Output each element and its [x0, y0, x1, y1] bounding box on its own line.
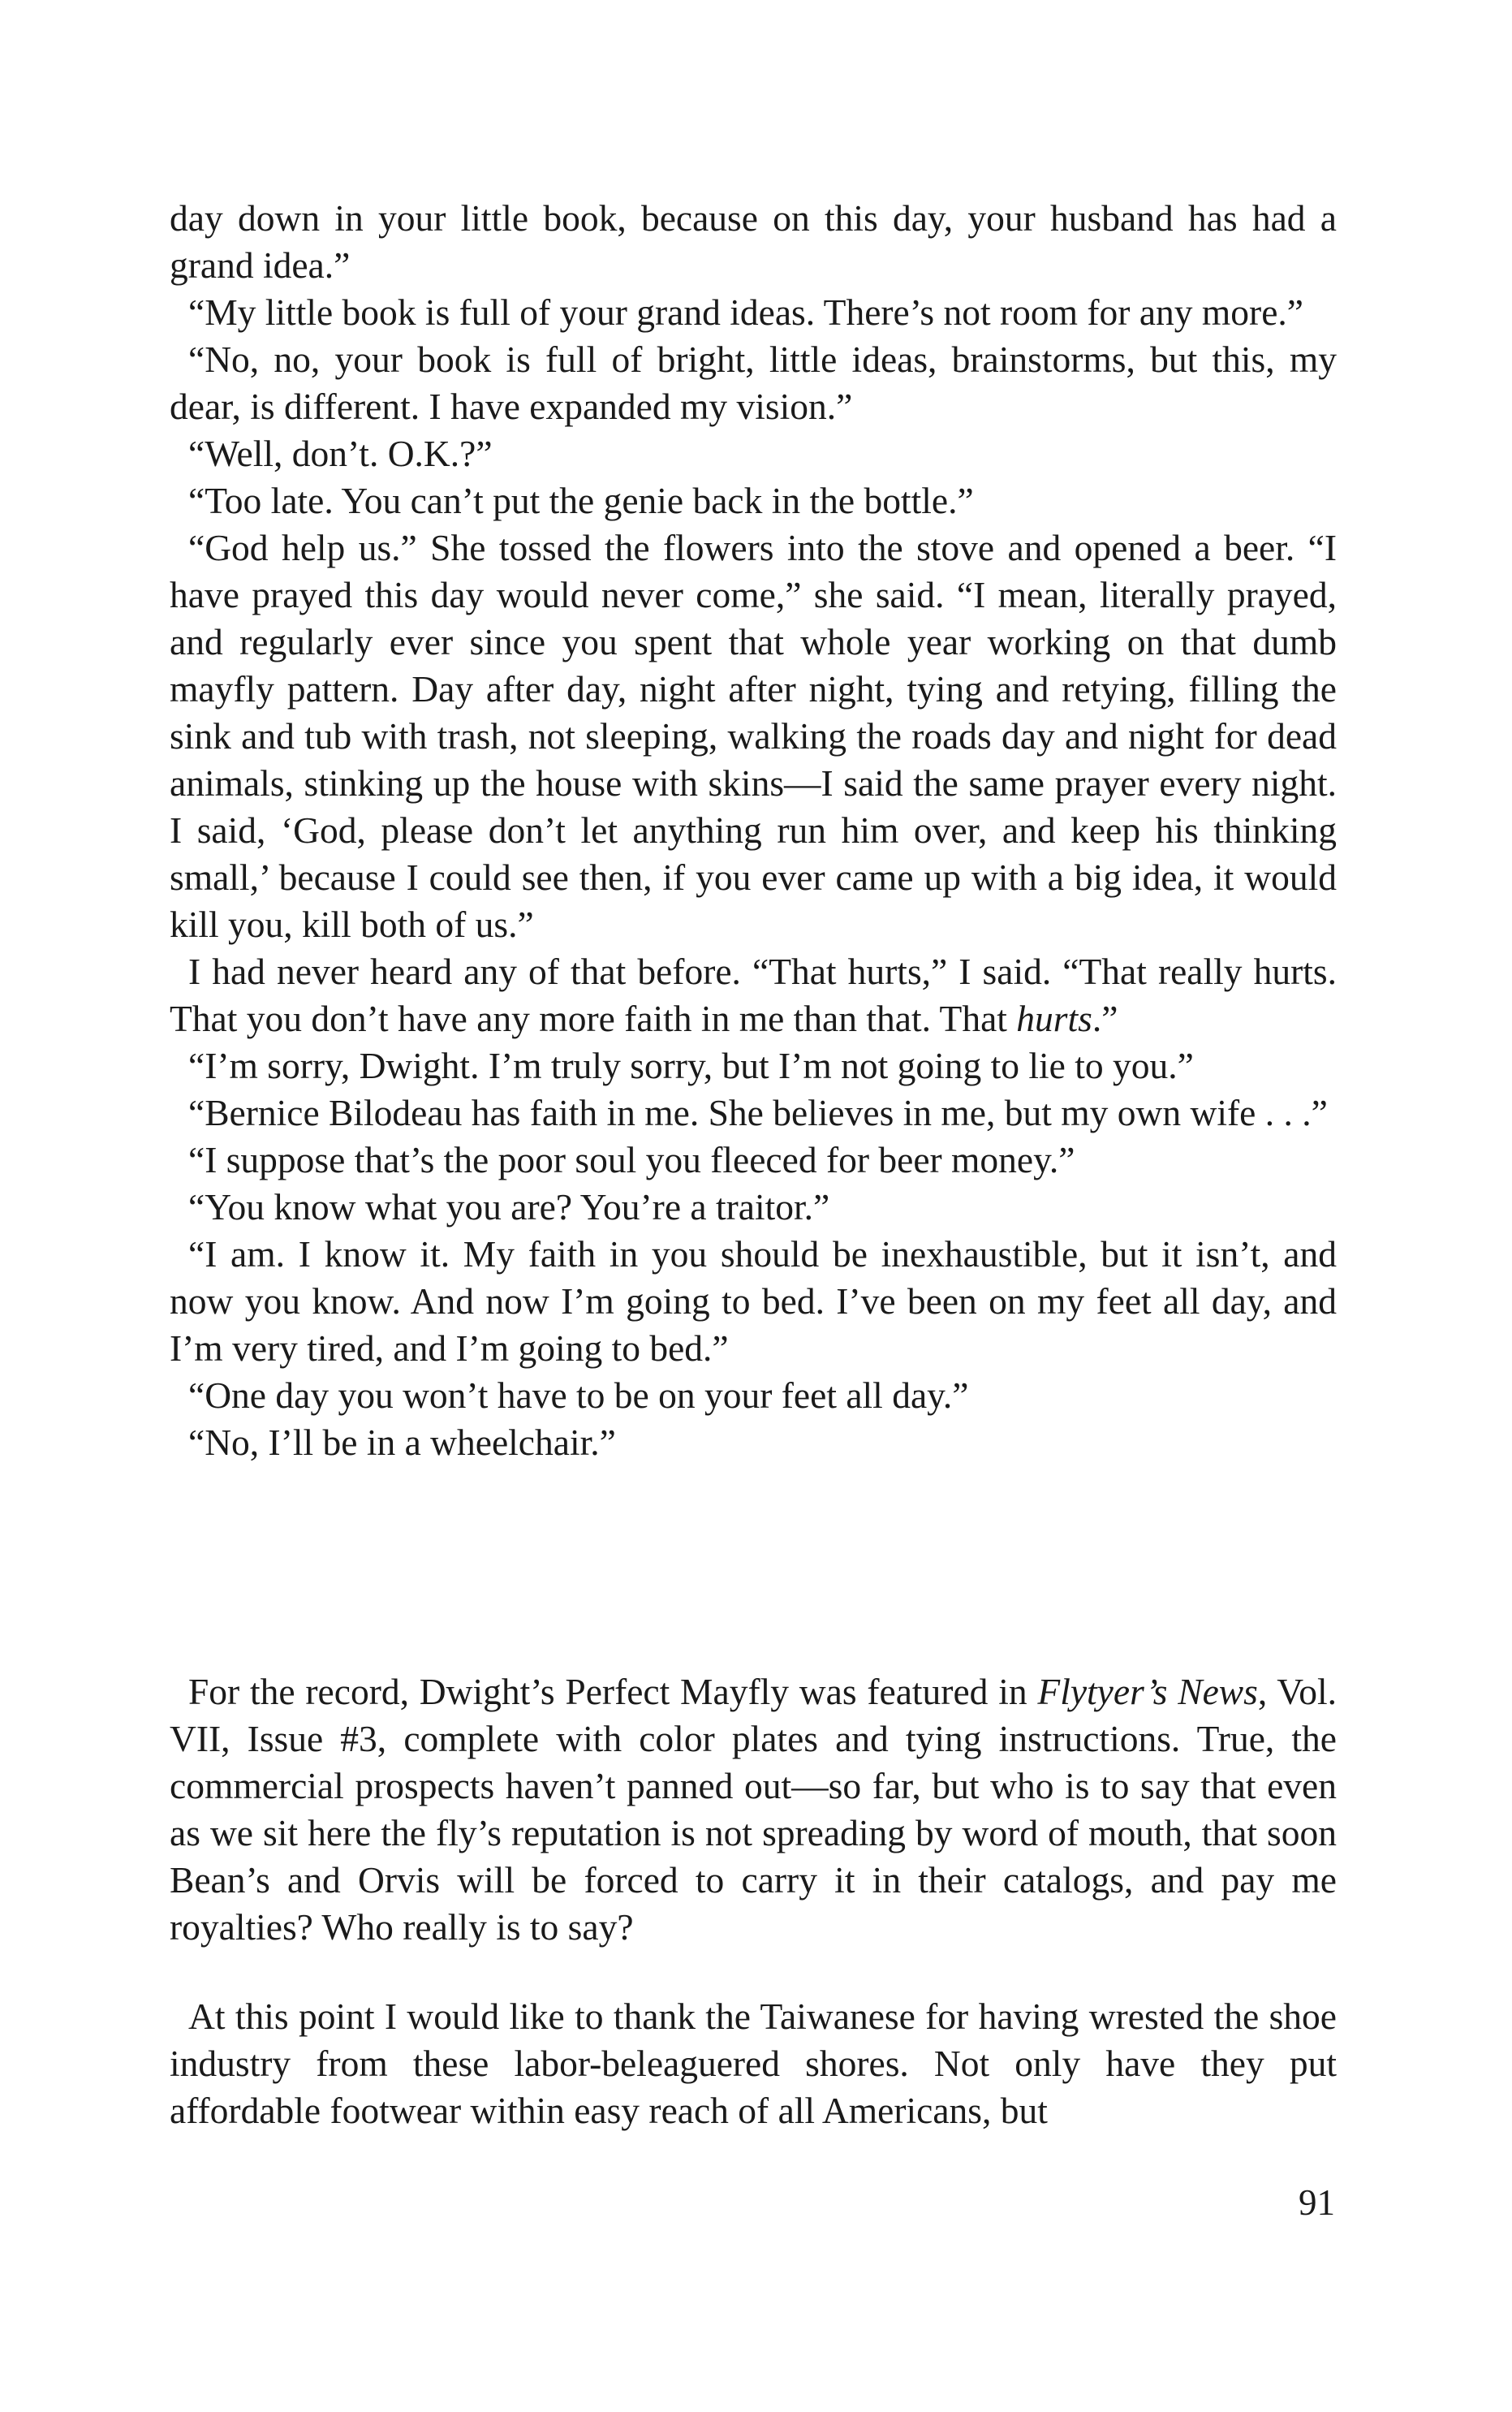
record-section	[170, 1668, 1337, 1951]
italic-emphasis: hurts	[1016, 998, 1092, 1039]
paragraph: “One day you won’t have to be on your feet all day.”	[188, 1374, 969, 1416]
paragraph-text: I had never heard any of that before. “That hurts,” I said. “That really hurts. That you don’t have any more faith in me than that. That	[170, 951, 1337, 1039]
paragraph: At this point I would like to thank the Taiwanese for having wrested the shoe industry from these labor-beleaguered shores. Not only have they put affordable footwear within easy reach of all Americans, but	[170, 1996, 1337, 2131]
dialogue-section	[170, 195, 1337, 1466]
paragraph-text: , Vol. VII, Issue #3, complete with color plates and tying instructions. True, the commercial prospects haven’t panned out—so far, but who is to say that even as we sit here the fly’s reputation is not spreading by word of mouth, that soon Bean’s and Orvis will be forced to carry it in their catalogs, and pay me royalties? Who really is to say?	[170, 1671, 1337, 1948]
paragraph: “I am. I know it. My faith in you should be inexhaustible, but it isn’t, and now you know. And now I’m going to bed. I’ve been on my feet all day, and I’m very tired, and I’m going to bed.”	[170, 1233, 1337, 1369]
magazine-title: Flytyer’s News	[1037, 1671, 1258, 1712]
paragraph: “No, no, your book is full of bright, little ideas, brainstorms, but this, my dear, is different. I have expanded my vision.”	[170, 339, 1337, 427]
paragraph: “You know what you are? You’re a traitor.”	[188, 1186, 830, 1228]
page-number: 91	[1299, 2182, 1335, 2223]
paragraph: “Too late. You can’t put the genie back in the bottle.”	[188, 480, 974, 521]
paragraph: “My little book is full of your grand ideas. There’s not room for any more.”	[188, 291, 1303, 333]
paragraph: “Well, don’t. O.K.?”	[188, 433, 493, 474]
paragraph: “God help us.” She tossed the flowers into the stove and opened a beer. “I have prayed this day would never come,” she said. “I mean, literally prayed, and regularly ever since you spent that whole year working on that dumb mayfly pattern. Day after day, night after night, tying and retying, filling the sink and tub with trash, not sleeping, walking the roads day and night for dead animals, stinking up the house with skins—I said the same prayer every night. I said, ‘God, please don’t let anything run him over, and keep his thinking small,’ because I could see then, if you ever came up with a big idea, it would kill you, kill both of us.”	[170, 527, 1337, 945]
paragraph: “No, I’ll be in a wheelchair.”	[188, 1422, 616, 1463]
closing-quote: .”	[1092, 998, 1118, 1039]
closing-section	[170, 1993, 1337, 2134]
paragraph	[170, 1668, 1337, 1951]
paragraph: “I suppose that’s the poor soul you fleeced for beer money.”	[188, 1139, 1075, 1180]
paragraph: day down in your little book, because on this day, your husband has had a grand idea.”	[170, 197, 1337, 286]
paragraph: “I’m sorry, Dwight. I’m truly sorry, but I’m not going to lie to you.”	[188, 1045, 1194, 1086]
paragraph-text: For the record, Dwight’s Perfect Mayfly was featured in	[188, 1671, 1038, 1712]
paragraph: “Bernice Bilodeau has faith in me. She believes in me, but my own wife . . .”	[188, 1092, 1328, 1133]
paragraph	[170, 948, 1337, 1042]
